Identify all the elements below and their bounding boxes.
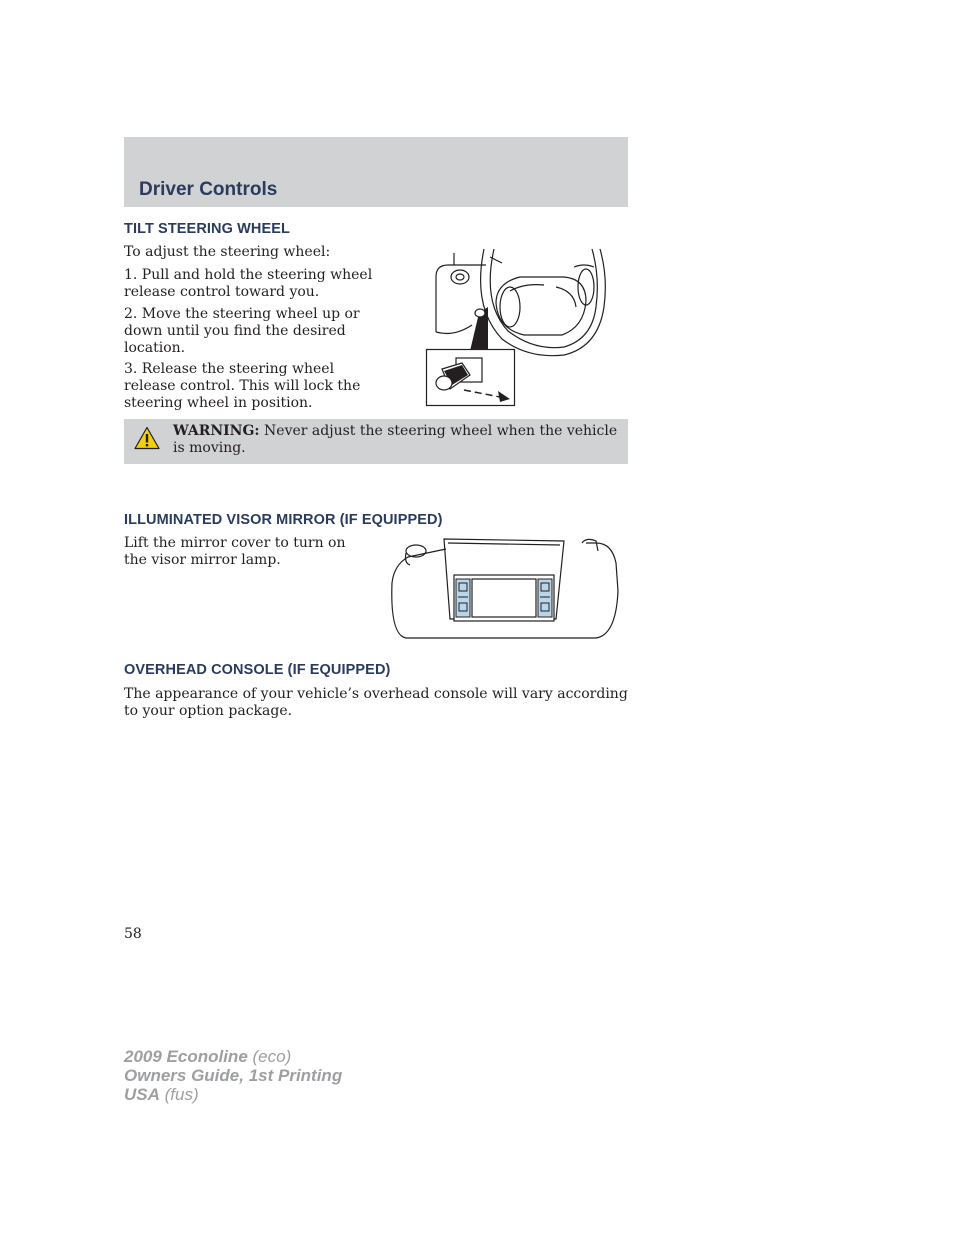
visor-mirror-heading: ILLUMINATED VISOR MIRROR (IF EQUIPPED) [124,512,443,528]
overhead-console-heading: OVERHEAD CONSOLE (IF EQUIPPED) [124,662,391,678]
warning-label: WARNING: [173,423,260,439]
warning-box [124,419,628,464]
tilt-step-3: 3. Release the steering wheel release control. This will lock the steering wheel in position. [124,361,361,411]
footer-line-1: 2009 Econoline (eco) [124,1047,292,1066]
visor-mirror-illustration [386,535,622,643]
tilt-step-2: 2. Move the steering wheel up or down until you find the desired location. [124,306,360,356]
warning-message: Never adjust the steering wheel when the vehicle is moving. [173,423,618,456]
warning-text [173,423,619,457]
tilt-steering-heading: TILT STEERING WHEEL [124,221,290,237]
chapter-title: Driver Controls [139,179,278,200]
overhead-console-text: The appearance of your vehicle’s overhead console will vary according to your option package. [124,686,628,719]
warning-triangle-icon [134,426,160,450]
tilt-intro-text: To adjust the steering wheel: [124,244,331,260]
steering-wheel-illustration [424,247,616,409]
chapter-header-band [124,137,628,207]
footer-line-2: Owners Guide, 1st Printing [124,1066,343,1085]
tilt-step-1: 1. Pull and hold the steering wheel release control toward you. [124,267,373,300]
page-number: 58 [124,926,142,942]
footer-line-3: USA (fus) [124,1085,199,1104]
visor-mirror-text: Lift the mirror cover to turn on the visor mirror lamp. [124,535,346,568]
document-footer [124,1047,342,1104]
